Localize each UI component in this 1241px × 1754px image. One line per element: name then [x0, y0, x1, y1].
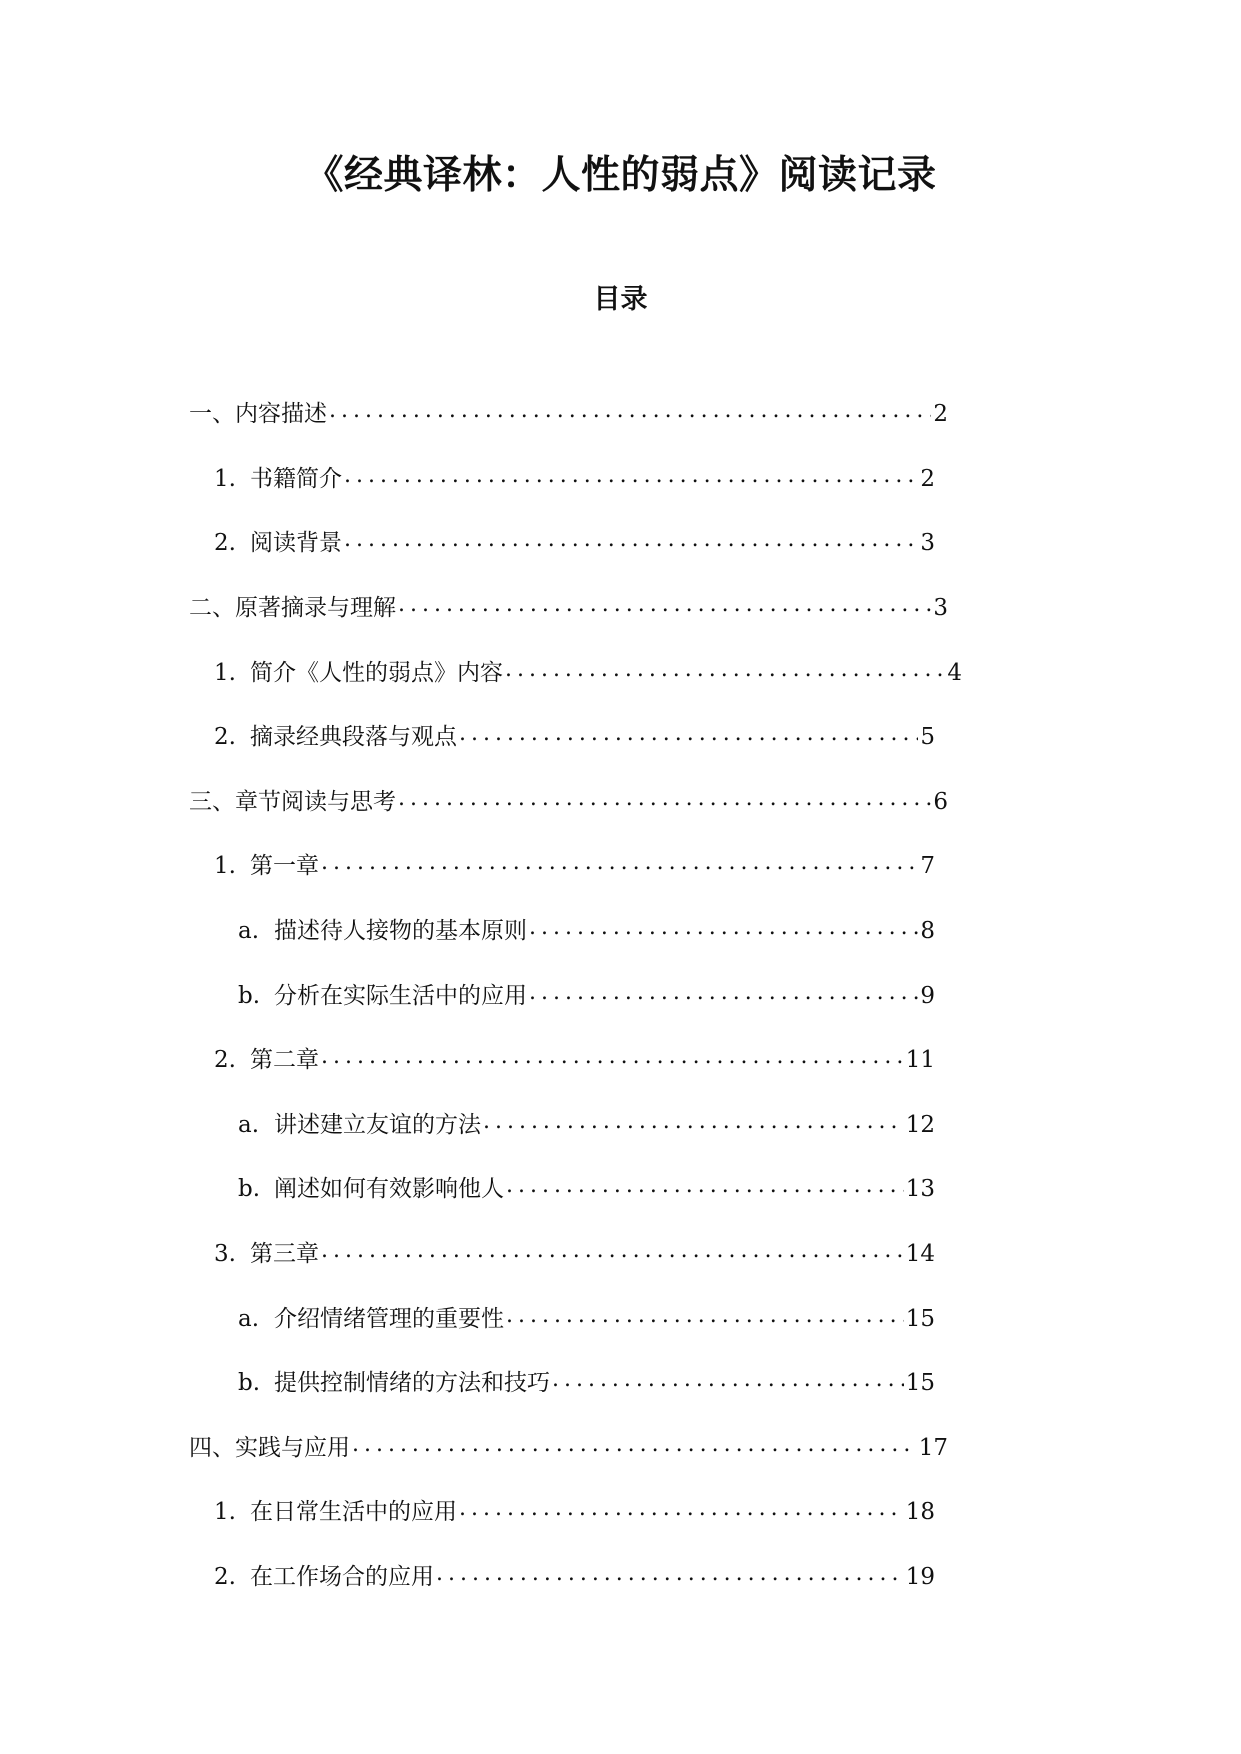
toc-entry[interactable]	[238, 1157, 935, 1222]
toc-entry-label: 在日常生活中的应用	[250, 1499, 457, 1526]
toc-entry-number: b.	[238, 982, 261, 1009]
toc-entry[interactable]	[214, 447, 935, 512]
toc-entry-label: 四、实践与应用	[189, 1434, 350, 1461]
toc-page-number: 4	[947, 659, 962, 686]
toc-entry[interactable]	[214, 640, 962, 705]
toc-page-number: 15	[905, 1305, 935, 1332]
toc-entry-number: 2.	[214, 1563, 236, 1590]
toc-page-number: 14	[905, 1241, 935, 1268]
toc-entry-label: 讲述建立友谊的方法	[274, 1111, 481, 1138]
toc-entry[interactable]	[214, 511, 935, 576]
toc-page-number: 3	[933, 595, 948, 622]
toc-entry[interactable]	[189, 770, 948, 835]
toc-dot-leader	[483, 1109, 904, 1141]
toc-entry[interactable]	[214, 1545, 935, 1610]
toc-entry[interactable]	[214, 1222, 935, 1287]
toc-dot-leader	[321, 850, 918, 882]
toc-page-number: 8	[920, 918, 935, 945]
toc-entry-number: 1.	[214, 1499, 236, 1526]
toc-entry-label: 阐述如何有效影响他人	[274, 1176, 504, 1203]
toc-entry-label: 分析在实际生活中的应用	[274, 982, 527, 1009]
toc-entry-label: 书籍简介	[250, 465, 342, 492]
toc-entry-number: a.	[238, 1305, 260, 1332]
toc-page-number: 12	[905, 1111, 935, 1138]
toc-dot-leader	[552, 1367, 904, 1399]
toc-page-number: 15	[905, 1370, 935, 1397]
toc-page-number: 2	[920, 465, 935, 492]
toc-heading: 目录	[593, 284, 648, 315]
toc-entry-number: 2.	[214, 530, 236, 557]
toc-dot-leader	[352, 1432, 917, 1464]
toc-dot-leader	[506, 1303, 904, 1335]
toc-entry-label: 简介《人性的弱点》内容	[250, 659, 503, 686]
toc-page-number: 19	[905, 1563, 935, 1590]
toc-page-number: 11	[905, 1047, 935, 1074]
toc-page-number: 18	[905, 1499, 935, 1526]
toc-entry-number: 2.	[214, 1047, 236, 1074]
toc-entry[interactable]	[189, 576, 948, 641]
toc-entry[interactable]	[238, 963, 935, 1028]
toc-entry[interactable]	[214, 834, 935, 899]
toc-dot-leader	[321, 1044, 904, 1076]
toc-dot-leader	[506, 1173, 904, 1205]
toc-page-number: 2	[933, 401, 948, 428]
toc-page-number: 5	[920, 724, 935, 751]
toc-page-number: 7	[920, 853, 935, 880]
toc-entry-number: 2.	[214, 724, 236, 751]
toc-entry-number: a.	[238, 1111, 260, 1138]
toc-entry-label: 提供控制情绪的方法和技巧	[274, 1370, 550, 1397]
toc-entry-number: 1.	[214, 465, 236, 492]
toc-entry-number: 1.	[214, 659, 236, 686]
toc-entry[interactable]	[238, 899, 935, 964]
toc-entry-label: 在工作场合的应用	[250, 1563, 434, 1590]
toc-entry-number: b.	[238, 1370, 261, 1397]
toc-dot-leader	[459, 721, 918, 753]
toc-entry[interactable]	[189, 1416, 948, 1481]
table-of-contents	[0, 382, 1241, 1609]
toc-entry[interactable]	[238, 1093, 935, 1158]
toc-entry-label: 摘录经典段落与观点	[250, 724, 457, 751]
toc-dot-leader	[459, 1496, 904, 1528]
toc-dot-leader	[321, 1238, 904, 1270]
toc-page-number: 6	[933, 788, 948, 815]
toc-entry-label: 第三章	[250, 1241, 319, 1268]
toc-entry-label: 第一章	[250, 853, 319, 880]
toc-page-number: 3	[920, 530, 935, 557]
toc-entry-number: a.	[238, 918, 260, 945]
toc-dot-leader	[344, 527, 918, 559]
toc-dot-leader	[529, 980, 918, 1012]
toc-entry[interactable]	[238, 1351, 935, 1416]
toc-page-number: 17	[918, 1434, 948, 1461]
document-title: 《经典译林：人性的弱点》阅读记录	[304, 153, 937, 198]
toc-entry-label: 三、章节阅读与思考	[189, 788, 396, 815]
toc-entry-label: 第二章	[250, 1047, 319, 1074]
toc-entry[interactable]	[214, 1028, 935, 1093]
toc-entry-number: 1.	[214, 853, 236, 880]
toc-entry-number: 3.	[214, 1241, 236, 1268]
toc-entry[interactable]	[214, 1480, 935, 1545]
toc-page-number: 13	[905, 1176, 935, 1203]
toc-entry-label: 介绍情绪管理的重要性	[274, 1305, 504, 1332]
toc-entry-label: 描述待人接物的基本原则	[274, 918, 527, 945]
toc-entry[interactable]	[238, 1286, 935, 1351]
toc-dot-leader	[398, 786, 931, 818]
toc-entry-label: 一、内容描述	[189, 401, 327, 428]
toc-dot-leader	[505, 657, 945, 689]
toc-dot-leader	[329, 398, 931, 430]
toc-entry-label: 二、原著摘录与理解	[189, 595, 396, 622]
toc-dot-leader	[436, 1561, 904, 1593]
toc-entry[interactable]	[189, 382, 948, 447]
toc-dot-leader	[398, 592, 931, 624]
toc-page-number: 9	[920, 982, 935, 1009]
toc-dot-leader	[529, 915, 918, 947]
toc-entry-label: 阅读背景	[250, 530, 342, 557]
toc-entry-number: b.	[238, 1176, 261, 1203]
toc-entry[interactable]	[214, 705, 935, 770]
toc-dot-leader	[344, 463, 918, 495]
